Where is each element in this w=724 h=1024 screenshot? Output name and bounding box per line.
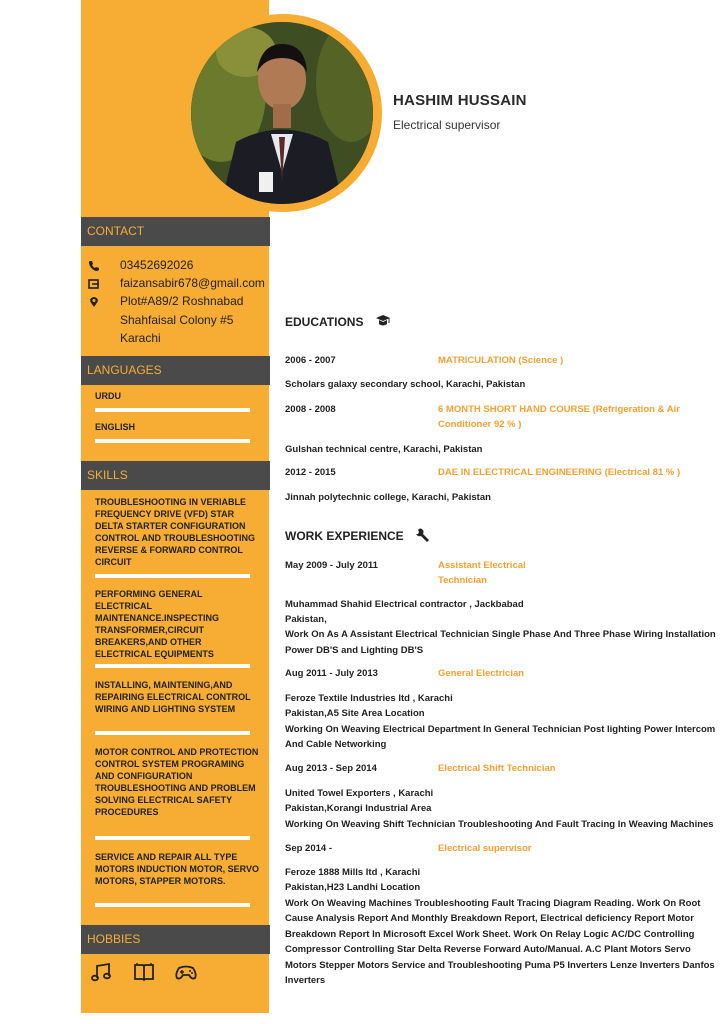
experience-line: And Cable Networking	[285, 739, 387, 750]
experience-line: Working On Weaving Shift Technician Troubleshooting And Fault Tracing In Weaving Machines	[285, 819, 714, 830]
experience-line: Motors Stepper Motors Service and Troubleshooting Puma P5 Inverters Lenze Inverters Danfos	[285, 960, 715, 971]
education-heading	[285, 313, 391, 329]
hobbies-heading: HOBBIES	[81, 925, 270, 954]
experience-title: General Electrician	[438, 668, 525, 679]
experience-line: United Towel Exporters , Karachi	[285, 788, 434, 799]
experience-line: Inverters	[285, 975, 326, 986]
languages-heading: LANGUAGES	[81, 356, 270, 385]
skill-divider	[95, 731, 250, 735]
experience-title: Electrical Shift Technician	[438, 763, 556, 774]
language-bar-urdu	[95, 408, 250, 412]
education-heading-text: EDUCATIONS	[285, 315, 364, 329]
experience-heading-text: WORK EXPERIENCE	[285, 529, 404, 543]
language-bar-english	[95, 439, 250, 443]
skill-divider	[95, 574, 250, 578]
experience-line: Power DB'S and Lighting DB'S	[285, 645, 424, 656]
wrench-icon	[415, 527, 431, 543]
skill-item: INSTALLING, MAINTENING,AND REPAIRING ELECTRICAL CONTROL WIRING AND LIGHTING SYSTEM	[95, 680, 251, 714]
music-icon	[90, 962, 114, 982]
address-line-1: Plot#A89/2 Roshnabad	[120, 294, 244, 308]
skill-item: TROUBLESHOOTING IN VERIABLE FREQUENCY DRIVE (VFD) STAR DELTA STARTER CONFIGURATION CONTROL AND TROUBLESHOOTING REVERSE & FORWARD CONTROL CIRCUIT	[95, 497, 255, 567]
education-dates: 2012 - 2015	[285, 467, 336, 478]
profile-photo-graphic	[191, 22, 373, 204]
experience-line: Pakistan,H23 Landhi Location	[285, 882, 421, 893]
experience-line: Muhammad Shahid Electrical contractor , Jackbabad	[285, 599, 524, 610]
language-urdu: URDU	[95, 391, 121, 401]
education-title: 6 MONTH SHORT HAND COURSE (Refrigeration & Air Conditioner 92 % )	[438, 404, 680, 430]
experience-dates: Sep 2014 -	[285, 843, 332, 854]
experience-line: Feroze 1888 Mills ltd , Karachi	[285, 867, 421, 878]
experience-line: Pakistan,Korangi Industrial Area	[285, 803, 432, 814]
skills-heading: SKILLS	[81, 461, 270, 490]
email-text[interactable]: faizansabir678@gmail.com	[120, 276, 265, 290]
experience-line: Work On Weaving Machines Troubleshooting Fault Tracing Diagram Reading. Work On Root	[285, 898, 701, 909]
skill-divider	[95, 836, 250, 840]
phone-text: 03452692026	[120, 258, 194, 272]
phone-icon	[88, 260, 100, 272]
skill-divider	[95, 664, 250, 668]
experience-dates: May 2009 - July 2011	[285, 560, 378, 571]
education-institution: Scholars galaxy secondary school, Karachi, Pakistan	[285, 379, 526, 390]
location-pin-icon	[88, 296, 100, 308]
skill-divider	[95, 903, 250, 907]
education-title: DAE IN ELECTRICAL ENGINEERING (Electrical 81 % )	[438, 467, 681, 478]
experience-line: Feroze Textile Industries ltd , Karachi	[285, 693, 453, 704]
skill-item: MOTOR CONTROL AND PROTECTION CONTROL SYSTEM PROGRAMING AND CONFIGURATION TROUBLESHOOTING AND PROBLEM SOLVING ELECTRICAL SAFETY PROCEDURES	[95, 747, 259, 817]
experience-heading	[285, 527, 431, 543]
candidate-role: Electrical supervisor	[393, 118, 501, 132]
address-line-3: Karachi	[120, 331, 161, 345]
experience-title: Electrical supervisor	[438, 843, 532, 854]
education-dates: 2008 - 2008	[285, 404, 336, 415]
language-english: ENGLISH	[95, 422, 136, 432]
email-icon	[88, 278, 100, 290]
address-line-2: Shahfaisal Colony #5	[120, 313, 234, 327]
experience-dates: Aug 2013 - Sep 2014	[285, 763, 377, 774]
education-institution: Jinnah polytechnic college, Karachi, Pakistan	[285, 492, 491, 503]
experience-line: Cause Analysis Report And Monthly Breakdown Report, Electrical deficiency Report Motor	[285, 913, 694, 924]
experience-line: Working On Weaving Electrical Department In General Technician Post lighting Power Intercom	[285, 724, 716, 735]
profile-photo	[191, 22, 373, 204]
education-institution: Gulshan technical centre, Karachi, Pakistan	[285, 444, 483, 455]
skill-item: PERFORMING GENERAL ELECTRICAL MAINTENANCE.INSPECTING TRANSFORMER,CIRCUIT BREAKERS,AND OTHER ELECTRICAL EQUIPMENTS	[95, 589, 220, 659]
experience-dates: Aug 2011 - July 2013	[285, 668, 378, 679]
experience-line: Compressor Controlling Star Delta Reverse Forward Auto/Manual. A.C Plant Motors Servo	[285, 944, 691, 955]
contact-heading: CONTACT	[81, 217, 270, 246]
experience-title: Assistant Electrical Technician	[438, 560, 526, 586]
experience-line: Pakistan,A5 Site Area Location	[285, 708, 425, 719]
education-title: MATRICULATION (Science )	[438, 355, 564, 366]
education-dates: 2006 - 2007	[285, 355, 336, 366]
candidate-name: HASHIM HUSSAIN	[393, 92, 527, 109]
graduation-cap-icon	[375, 313, 391, 329]
skill-item: SERVICE AND REPAIR ALL TYPE MOTORS INDUCTION MOTOR, SERVO MOTORS, STAPPER MOTORS.	[95, 852, 260, 886]
experience-line: Work On As A Assistant Electrical Technician Single Phase And Three Phase Wiring Installation	[285, 629, 716, 640]
experience-line: Breakdown Report In Microsoft Excel Work Sheet. Work On Relay Logic AC/DC Controlling	[285, 929, 695, 940]
gamepad-icon	[174, 962, 198, 982]
book-icon	[132, 962, 156, 982]
experience-line: Pakistan,	[285, 614, 327, 625]
